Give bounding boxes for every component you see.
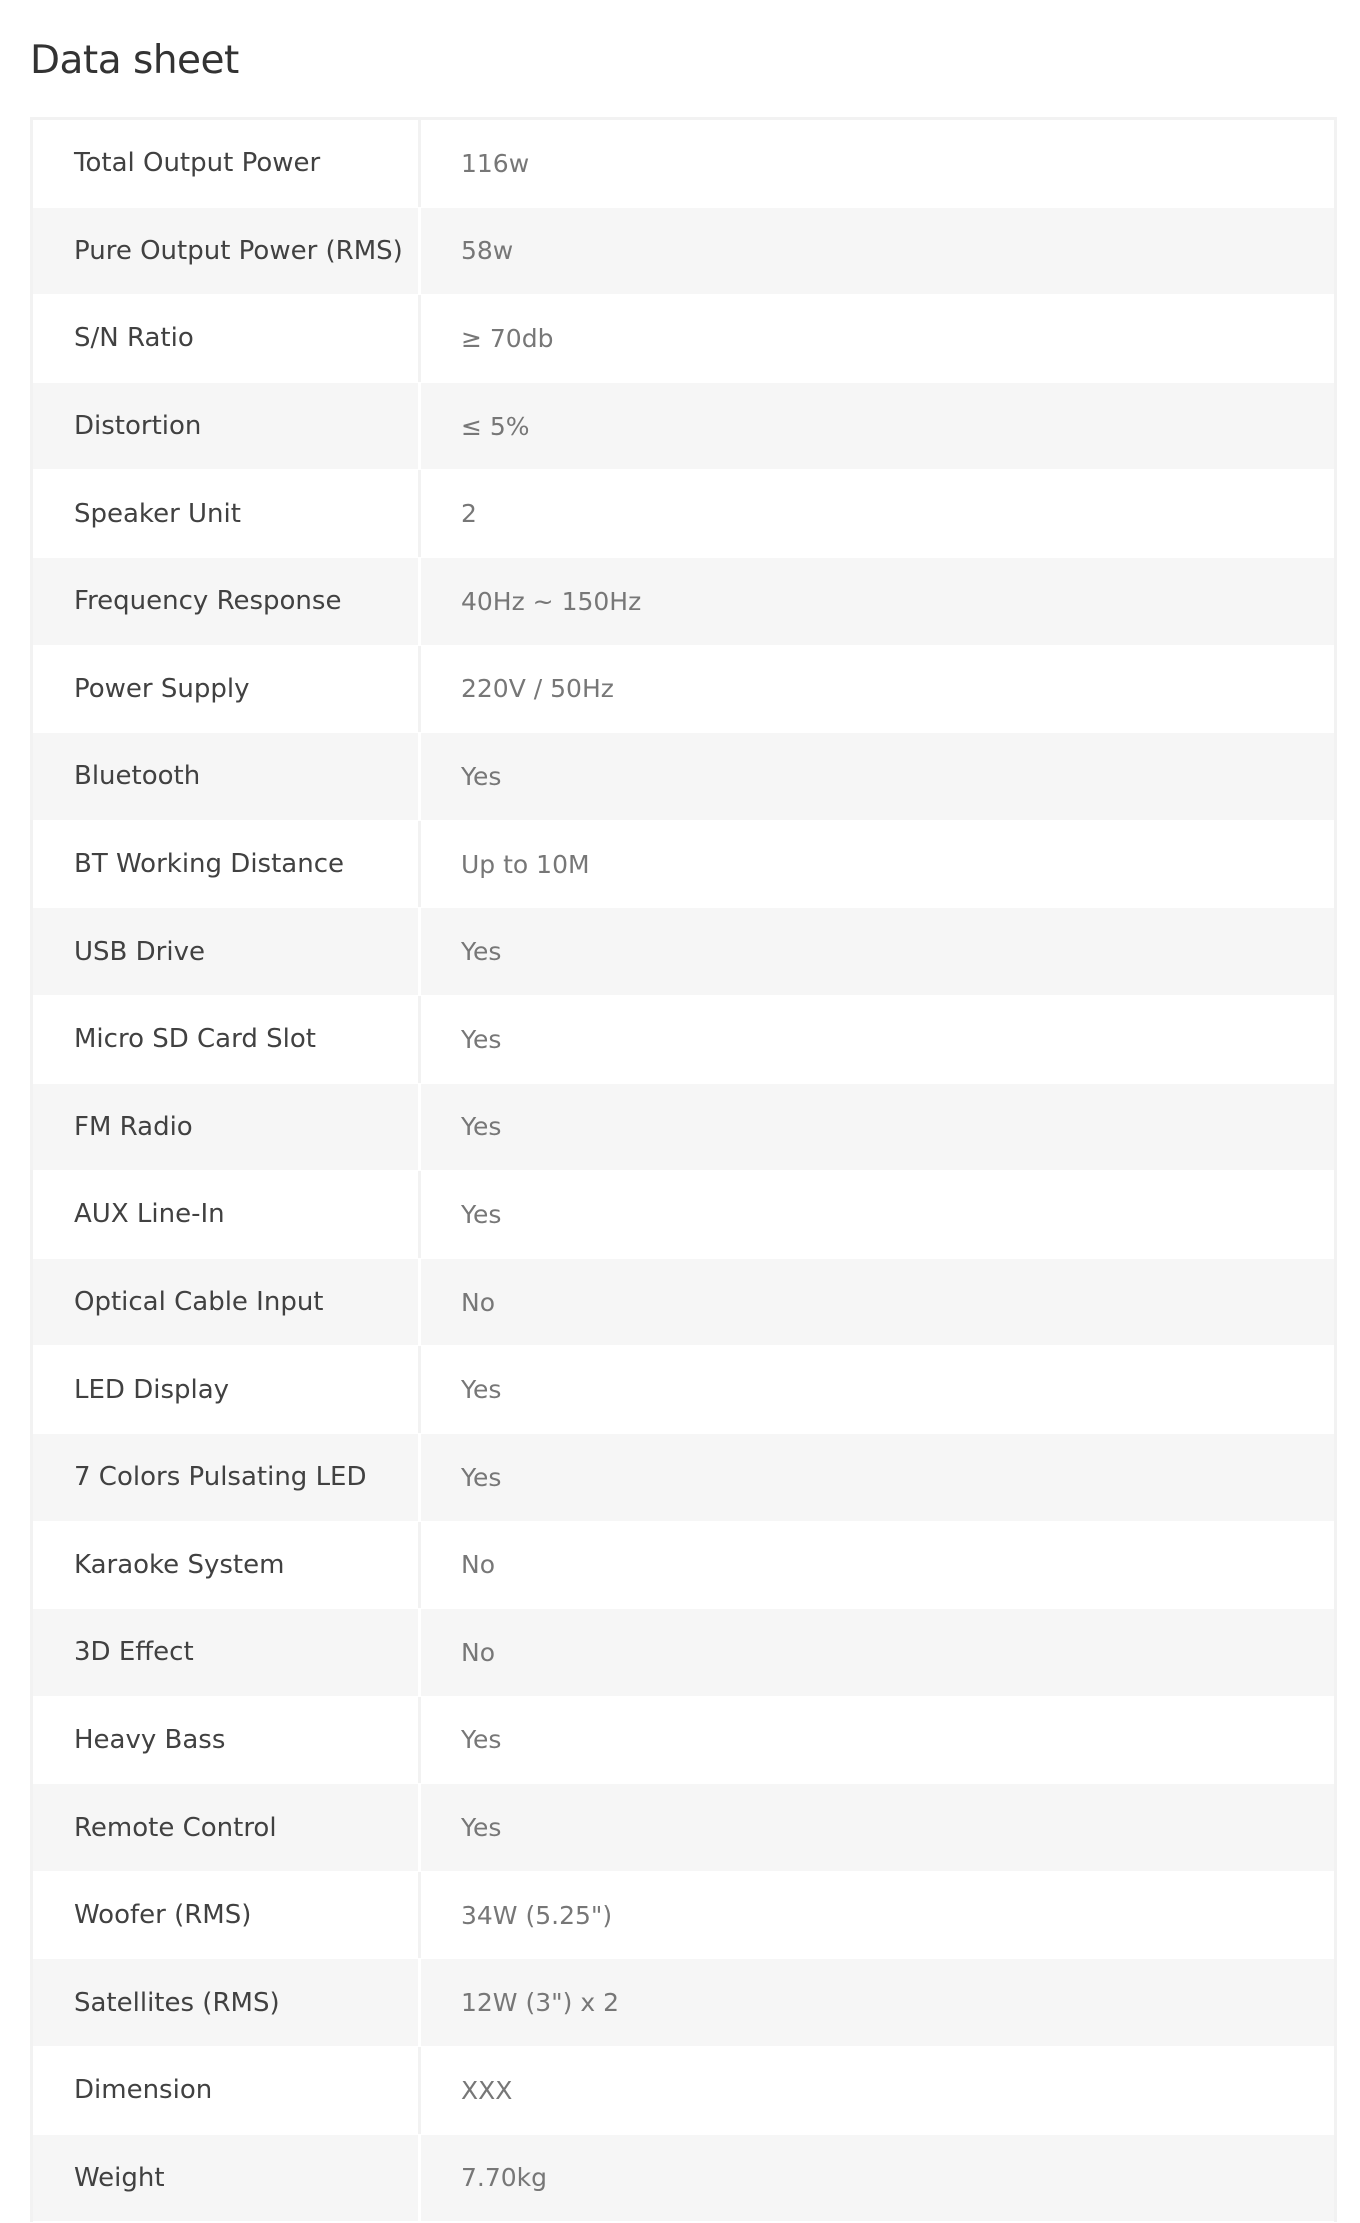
spec-value: Yes bbox=[461, 1199, 502, 1229]
spec-name: S/N Ratio bbox=[33, 295, 421, 382]
table-row bbox=[33, 1872, 1334, 1960]
spec-value: ≤ 5% bbox=[461, 411, 530, 441]
table-row bbox=[33, 1084, 1334, 1172]
table-row bbox=[33, 558, 1334, 646]
table-row bbox=[33, 1171, 1334, 1259]
spec-value: 40Hz ~ 150Hz bbox=[461, 586, 642, 616]
spec-name: Remote Control bbox=[33, 1784, 421, 1871]
table-row bbox=[33, 1697, 1334, 1785]
spec-value: 34W (5.25") bbox=[461, 1900, 613, 1930]
data-sheet-table bbox=[30, 117, 1337, 2222]
table-row bbox=[33, 470, 1334, 558]
spec-value: ≥ 70db bbox=[461, 323, 554, 353]
table-row bbox=[33, 646, 1334, 734]
page-title: Data sheet bbox=[30, 38, 239, 83]
spec-value: Yes bbox=[461, 1375, 502, 1405]
table-row bbox=[33, 1259, 1334, 1347]
table-row bbox=[33, 1434, 1334, 1522]
table-row bbox=[33, 2047, 1334, 2135]
table-row bbox=[33, 1609, 1334, 1697]
table-row bbox=[33, 1522, 1334, 1610]
spec-value: 116w bbox=[461, 148, 530, 178]
spec-value: No bbox=[461, 1637, 495, 1667]
spec-name: AUX Line-In bbox=[33, 1171, 421, 1258]
spec-value: Yes bbox=[461, 1813, 502, 1843]
spec-name: BT Working Distance bbox=[33, 821, 421, 908]
spec-name: Heavy Bass bbox=[33, 1697, 421, 1784]
table-row bbox=[33, 295, 1334, 383]
table-row bbox=[33, 1959, 1334, 2047]
spec-name: Optical Cable Input bbox=[33, 1259, 421, 1346]
table-row bbox=[33, 2135, 1334, 2223]
spec-name: Weight bbox=[33, 2135, 421, 2222]
spec-value: No bbox=[461, 1550, 495, 1580]
spec-value: Yes bbox=[461, 937, 502, 967]
spec-value: Yes bbox=[461, 1725, 502, 1755]
spec-name: LED Display bbox=[33, 1346, 421, 1433]
table-row bbox=[33, 996, 1334, 1084]
spec-value: 220V / 50Hz bbox=[461, 674, 614, 704]
table-row bbox=[33, 383, 1334, 471]
spec-name: USB Drive bbox=[33, 908, 421, 995]
spec-name: 3D Effect bbox=[33, 1609, 421, 1696]
spec-name: Pure Output Power (RMS) bbox=[33, 208, 421, 295]
spec-name: Distortion bbox=[33, 383, 421, 470]
spec-value: 2 bbox=[461, 499, 477, 529]
spec-name: Satellites (RMS) bbox=[33, 1959, 421, 2046]
spec-value: XXX bbox=[461, 2075, 513, 2105]
table-row bbox=[33, 208, 1334, 296]
spec-name: Micro SD Card Slot bbox=[33, 996, 421, 1083]
spec-name: Power Supply bbox=[33, 646, 421, 733]
table-row bbox=[33, 821, 1334, 909]
table-row bbox=[33, 120, 1334, 208]
spec-value: 7.70kg bbox=[461, 2163, 548, 2193]
spec-name: 7 Colors Pulsating LED bbox=[33, 1434, 421, 1521]
spec-name: Bluetooth bbox=[33, 733, 421, 820]
spec-value: 12W (3") x 2 bbox=[461, 1988, 619, 2018]
spec-name: Woofer (RMS) bbox=[33, 1872, 421, 1959]
spec-name: FM Radio bbox=[33, 1084, 421, 1171]
table-row bbox=[33, 1784, 1334, 1872]
table-row bbox=[33, 1346, 1334, 1434]
spec-name: Karaoke System bbox=[33, 1522, 421, 1609]
spec-value: Up to 10M bbox=[461, 849, 590, 879]
spec-name: Speaker Unit bbox=[33, 470, 421, 557]
spec-value: Yes bbox=[461, 761, 502, 791]
spec-name: Frequency Response bbox=[33, 558, 421, 645]
spec-value: Yes bbox=[461, 1112, 502, 1142]
spec-value: Yes bbox=[461, 1024, 502, 1054]
spec-name: Total Output Power bbox=[33, 120, 421, 207]
table-row bbox=[33, 733, 1334, 821]
spec-value: 58w bbox=[461, 236, 514, 266]
spec-value: No bbox=[461, 1287, 495, 1317]
spec-value: Yes bbox=[461, 1462, 502, 1492]
spec-name: Dimension bbox=[33, 2047, 421, 2134]
table-row bbox=[33, 908, 1334, 996]
